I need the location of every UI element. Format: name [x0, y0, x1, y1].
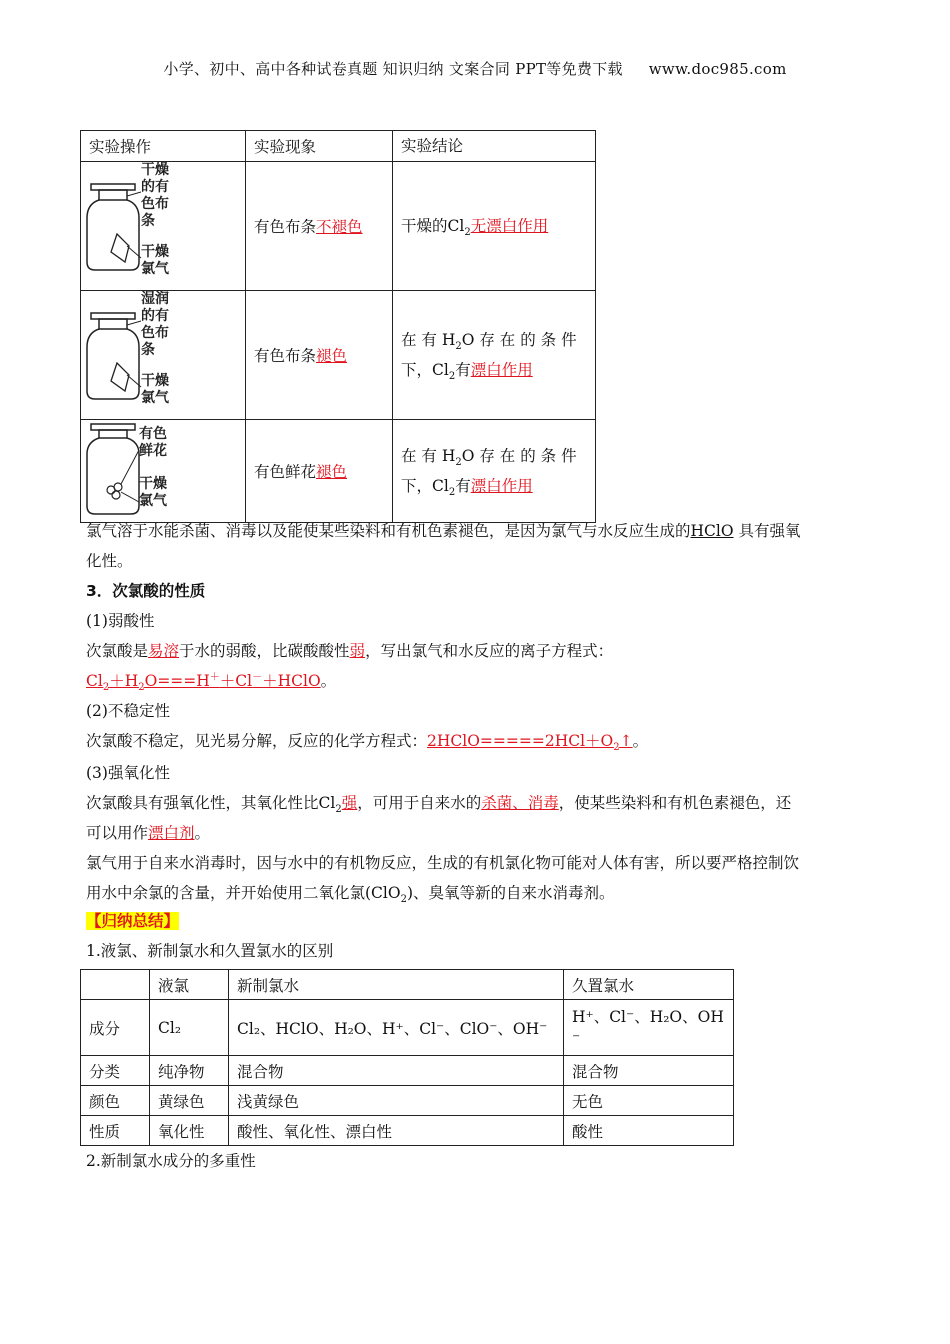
- chlorine-water-comparison-table: [80, 969, 734, 1146]
- cmp-header-aged: 久置氯水: [564, 970, 734, 1000]
- cmp-row-label: 颜色: [81, 1086, 150, 1116]
- cmp-cell: Cl₂: [150, 1000, 229, 1056]
- cmp-cell: H⁺、Cl⁻、H₂O、OH ⁻: [564, 1000, 734, 1056]
- jar-illustration-2: [81, 291, 246, 420]
- conclusion-cell: 在 有 $H_2O$ 存 在 的 条 件 下，$Cl_2$有漂白作用: [393, 420, 596, 523]
- subsection-3-title: (3)强氧化性: [86, 764, 170, 782]
- exp-header-operation: 实验操作: [81, 131, 246, 162]
- answer-text: 褪色: [316, 347, 348, 365]
- phenomenon-cell: 有色布条褪色: [246, 291, 393, 420]
- jar-top-label: 有色 鲜花: [139, 426, 167, 459]
- exp-header-conclusion: 实验结论: [393, 131, 596, 162]
- cmp-cell: 酸性、氧化性、漂白性: [229, 1116, 564, 1146]
- page-header: [0, 58, 950, 79]
- summary-label: 【归纳总结】: [86, 912, 180, 930]
- cmp-cell: 无色: [564, 1086, 734, 1116]
- answer-text: 褪色: [316, 463, 348, 481]
- header-url[interactable]: www.doc985.com: [648, 60, 787, 78]
- cmp-cell: 浅黄绿色: [229, 1086, 564, 1116]
- jar-top-label: 干燥 的有 色布 条: [141, 162, 169, 229]
- phenomenon-cell: 有色布条不褪色: [246, 162, 393, 291]
- cmp-row-label: 性质: [81, 1116, 150, 1146]
- cmp-cell: 氧化性: [150, 1116, 229, 1146]
- disinfection-paragraph: 氯气用于自来水消毒时，因与水中的有机物反应，生成的有机氯化物可能对人体有害，所以要严格控制饮 用水中余氯的含量，并开始使用二氧化氯(ClO$_2$)、臭氧等新的自来水消毒剂。: [86, 854, 800, 906]
- cmp-cell: Cl₂、HClO、H₂O、H⁺、Cl⁻、ClO⁻、OH⁻: [229, 1000, 564, 1056]
- subsection-1-title: (1)弱酸性: [86, 612, 155, 630]
- answer-text: 漂白作用: [470, 361, 533, 379]
- answer-text: 漂白作用: [470, 477, 533, 495]
- cmp-header-blank: [81, 970, 150, 1000]
- paragraph-hclo: 氯气溶于水能杀菌、消毒以及能使某些染料和有机色素褪色，是因为氯气与水反应生成的HClO 具有强氧 化性。: [86, 522, 801, 570]
- weak-acid-text: 次氯酸是易溶于水的弱酸，比碳酸酸性弱，写出氯气和水反应的离子方程式：: [86, 642, 614, 660]
- jar-illustration-3: [81, 420, 246, 523]
- subsection-2-title: (2)不稳定性: [86, 702, 170, 720]
- phenomenon-cell: 有色鲜花褪色: [246, 420, 393, 523]
- cmp-cell: 混合物: [229, 1056, 564, 1086]
- header-text: 小学、初中、高中各种试卷真题 知识归纳 文案合同 PPT等免费下载: [163, 60, 623, 78]
- section-3-title: 3．次氯酸的性质: [86, 582, 206, 600]
- cmp-cell: 黄绿色: [150, 1086, 229, 1116]
- cmp-cell: 混合物: [564, 1056, 734, 1086]
- summary-label-line: [86, 906, 866, 936]
- cmp-cell: 酸性: [564, 1116, 734, 1146]
- cmp-cell: 纯净物: [150, 1056, 229, 1086]
- answer-text: 不褪色: [316, 218, 363, 236]
- exp-header-phenomenon: 实验现象: [246, 131, 393, 162]
- cmp-row-label: 分类: [81, 1056, 150, 1086]
- conclusion-cell: 在 有 $H_2O$ 存 在 的 条 件 下，$Cl_2$有漂白作用: [393, 291, 596, 420]
- cmp-header-liquid: 液氯: [150, 970, 229, 1000]
- ionic-equation: $Cl_2+H_2O===H^++Cl^-+HClO$。: [86, 671, 337, 694]
- jar-bottom-label: 干燥 氯气: [141, 244, 169, 277]
- oxidizing-text: 次氯酸具有强氧化性，其氧化性比$Cl_2$强，可用于自来水的杀菌、消毒，使某些染料和有机色素褪色，还 可以用作漂白剂。: [86, 794, 792, 842]
- experiment-table: [80, 130, 596, 523]
- cmp-header-fresh: 新制氯水: [229, 970, 564, 1000]
- jar-illustration-1: [81, 162, 246, 291]
- summary-1-title: 1.液氯、新制氯水和久置氯水的区别: [86, 942, 334, 960]
- answer-text: 无漂白作用: [470, 217, 549, 235]
- conclusion-cell: 干燥的$Cl_2$无漂白作用: [393, 162, 596, 291]
- instability-text: 次氯酸不稳定，见光易分解，反应的化学方程式：$2HClO=====2HCl+O_2↑$。: [86, 732, 649, 754]
- jar-top-label: 湿润 的有 色布 条: [141, 291, 169, 358]
- jar-bottom-label: 干燥 氯气: [141, 373, 169, 406]
- jar-bottom-label: 干燥 氯气: [139, 476, 167, 509]
- summary-2-title: 2.新制氯水成分的多重性: [86, 1152, 256, 1170]
- cmp-row-label: 成分: [81, 1000, 150, 1056]
